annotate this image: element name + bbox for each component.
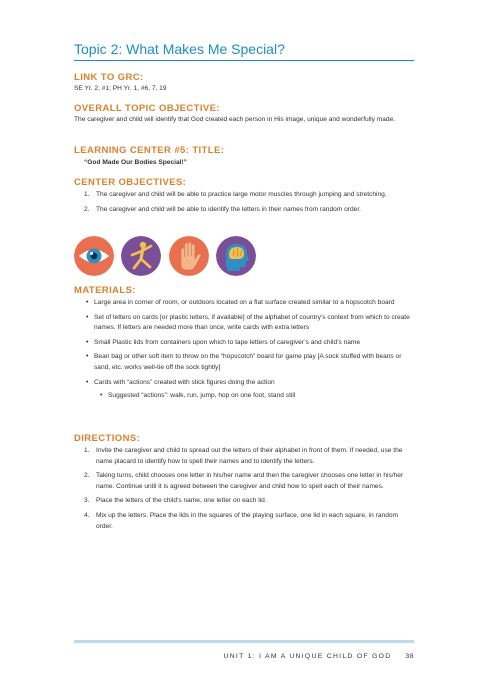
learning-center-heading: LEARNING CENTER #5: TITLE: <box>74 145 225 156</box>
list-item: • Bean bag or other soft item to throw on the “hopscotch” board for game play [A sock stuffed with beans or sand, etc. works well-tie off the sock tightly] <box>86 353 402 371</box>
list-item: 2. Taking turns, child chooses one letter in his/her name and then the caregiver chooses one letter in his/her name. Continue until it is agreed between the caregiver and child how to spell each of their names. <box>84 472 404 490</box>
list-item: 1. Invite the caregiver and child to spread out the letters of their alphabet in front of them. If needed, use the name placard to identify how to spell their names and to identify the letters. <box>84 447 403 465</box>
list-item: • Set of letters on cards [or plastic letters, if available] of the alphabet of country’s context from which to create names. If letters are needed more than once, write cards with extra letters <box>86 313 410 332</box>
materials-list <box>86 298 414 402</box>
list-item: 2. The caregiver and child will be able to identify the letters in their names from random order. <box>84 205 361 213</box>
list-item: 1. The caregiver and child will be able to practice large motor muscles through jumping and stretching. <box>84 191 387 198</box>
bullet-icon: • <box>86 378 89 386</box>
list-item: 4. Mix up the letters. Place the lids in the squares of the playing surface, one lid in each square, in random order. <box>84 511 399 530</box>
bullet-icon: • <box>100 392 103 400</box>
list-item: 3. Place the letters of the child’s name, one letter on each lid. <box>84 497 267 505</box>
center-objectives-heading: CENTER OBJECTIVES: <box>74 177 187 188</box>
directions-list <box>84 446 414 532</box>
stretching-figure-icon <box>121 236 161 276</box>
activity-icons <box>74 236 274 276</box>
page-number: 38 <box>405 653 414 660</box>
center-objectives-list <box>84 190 414 215</box>
objective-heading: OVERALL TOPIC OBJECTIVE: <box>74 103 220 114</box>
list-item: • Small Plastic lids from containers upon which to tape letters of caregiver’s and child’s name <box>94 338 414 349</box>
bullet-icon: • <box>86 313 89 321</box>
page-title: Topic 2: What Makes Me Special? <box>74 40 414 61</box>
list-item: • Suggested “actions”: walk, run, jump, hop on one foot, stand still <box>108 391 414 402</box>
hand-icon <box>169 236 209 276</box>
eye-icon <box>74 236 114 276</box>
bullet-icon: • <box>86 353 89 361</box>
directions-heading: DIRECTIONS: <box>74 433 141 444</box>
materials-heading: MATERIALS: <box>74 285 136 296</box>
page-footer <box>200 653 414 660</box>
link-heading: LINK TO GRC: <box>74 72 144 83</box>
footer-rule <box>74 640 414 643</box>
bullet-icon: • <box>86 299 89 306</box>
learning-center-title: “God Made Our Bodies Special!” <box>84 159 187 166</box>
list-item: • Cards with “actions” created with stick figures doing the action <box>94 378 414 389</box>
objective-text: The caregiver and child will identify that God created each person in His image, unique and wonderfully made. <box>74 116 396 123</box>
head-brain-icon <box>216 236 256 276</box>
link-text: SE Yr. 2, #1; PH Yr. 1, #6, 7, 19 <box>74 85 167 92</box>
bullet-icon: • <box>86 338 89 346</box>
footer-unit-label: UNIT 1: I AM A UNIQUE CHILD OF GOD <box>223 653 392 660</box>
list-item: • Large area in corner of room, or outdoors located on a flat surface created similar to a hopscotch board <box>94 298 414 309</box>
